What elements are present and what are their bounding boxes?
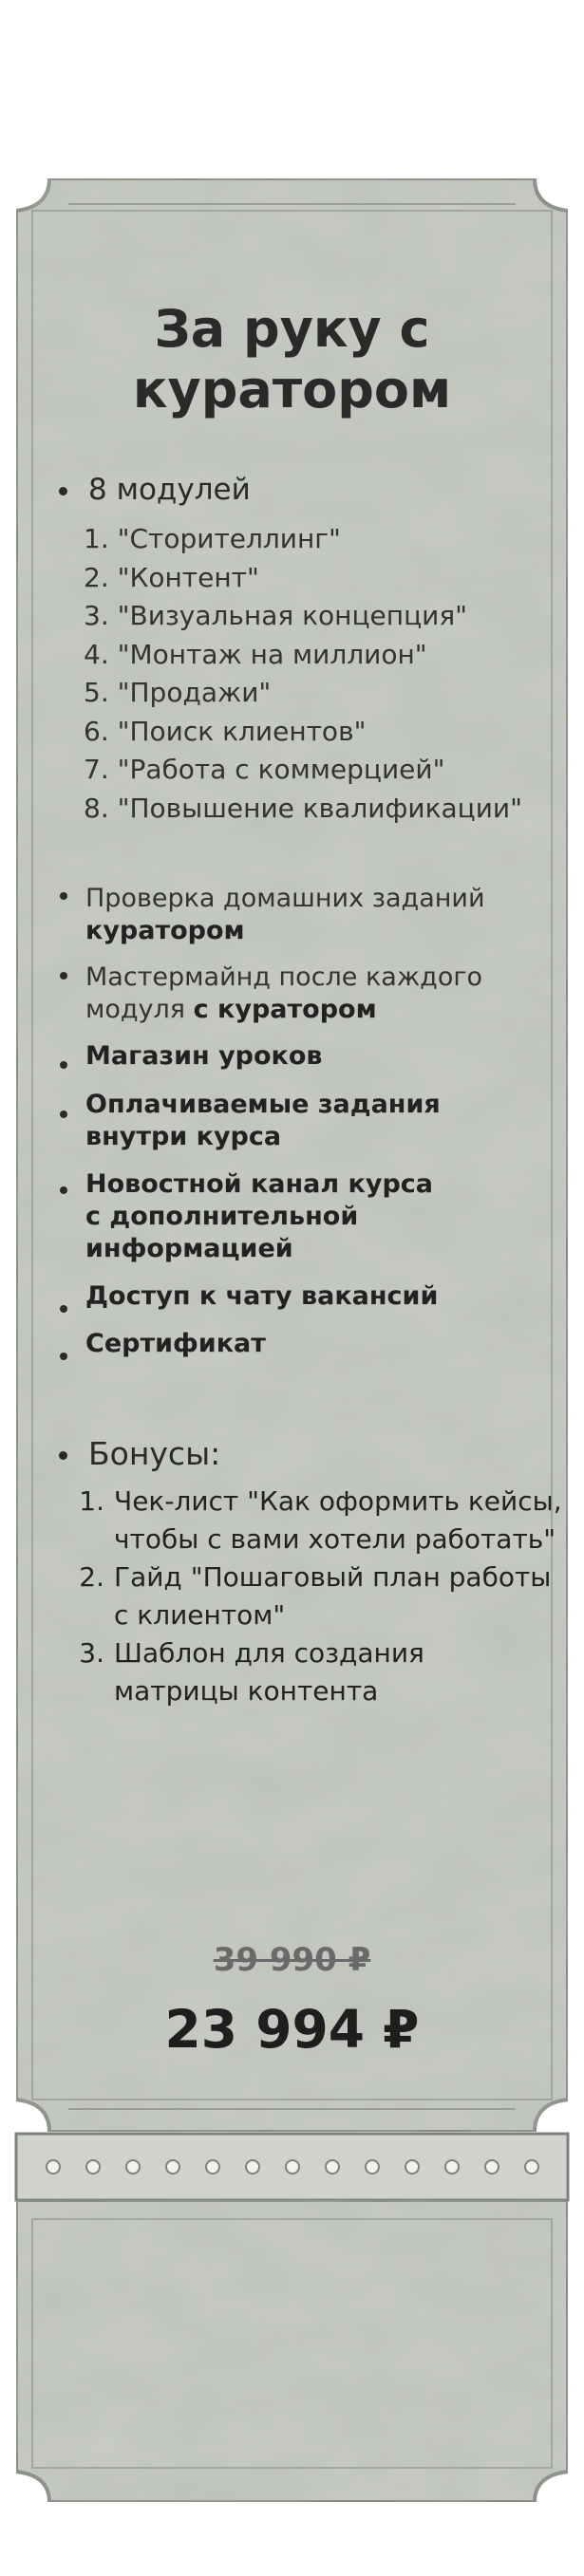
bullet-icon [60,1111,67,1118]
bullet-icon [60,972,67,980]
feature-paid-tasks-line1: Оплачиваемые задания [85,1090,441,1119]
bonus-text-line: с клиентом" [114,1599,286,1631]
bonus-number: 2. [79,1561,104,1593]
feature-paid-tasks-line2: внутри курса [85,1122,282,1151]
module-item: 6. "Поиск клиентов" [84,715,367,747]
bonuses-list [57,1483,570,1710]
feature-news-channel [85,1168,433,1265]
bonus-number: 1. [79,1485,104,1517]
feature-homework [85,883,485,947]
bonuses-heading: Бонусы: [88,1435,221,1472]
bullet-icon [60,1186,67,1194]
feature-mastermind-line1: Мастермайнд после каждого [85,962,483,992]
feature-homework-bold: куратором [85,916,245,945]
bonus-text-line: Гайд "Пошаговый план работы [114,1561,552,1593]
modules-list [84,520,522,828]
feature-paid-tasks [85,1089,441,1153]
bullet-icon [60,1353,67,1360]
feature-news-line3: информацией [85,1234,293,1263]
bullet-icon [59,487,67,495]
course-title [57,299,527,420]
feature-homework-text: Проверка домашних заданий [85,884,485,913]
bonus-text-line: чтобы с вами хотели работать" [114,1523,556,1555]
bullet-icon [60,892,67,900]
module-item: 5. "Продажи" [84,677,272,708]
feature-news-line2: с дополнительной [85,1202,359,1231]
feature-certificate: Сертификат [85,1329,266,1358]
bullet-icon [59,1451,67,1460]
feature-jobs-chat: Доступ к чату вакансий [85,1281,439,1311]
title-line-1: За руку с [154,299,430,359]
module-item: 3. "Визуальная концепция" [84,600,468,631]
new-price: 23 994 ₽ [164,1999,420,2060]
module-item: 2. "Контент" [84,561,259,593]
bonus-text [114,1634,570,1710]
old-price: 39 990 ₽ [213,1941,371,1979]
bonus-text [114,1483,570,1559]
modules-heading: 8 модулей [88,473,251,507]
bonus-text-line: матрицы контента [114,1675,379,1707]
bonus-item [57,1634,570,1710]
ticket-stub [16,2200,568,2502]
bonus-item [57,1559,570,1634]
bonus-item [57,1483,570,1559]
module-item: 8. "Повышение квалификации" [84,792,522,824]
bonus-number: 3. [79,1637,104,1669]
feature-news-line1: Новостной канал курса [85,1169,434,1199]
module-item: 4. "Монтаж на миллион" [84,638,427,670]
feature-mastermind-line2: модуля [85,995,186,1024]
bullet-icon [60,1305,67,1313]
feature-mastermind-bold: с куратором [193,995,377,1024]
module-item: 1. "Сторителлинг" [84,523,341,554]
feature-mastermind [85,961,482,1026]
bullet-icon [60,1061,67,1069]
title-line-2: куратором [132,360,452,420]
bonus-text [114,1559,570,1634]
feature-lessons-shop: Магазин уроков [85,1041,323,1071]
module-item: 7. "Работа с коммерцией" [84,754,445,785]
bonus-text-line: Шаблон для создания [114,1637,424,1669]
bonus-text-line: Чек-лист "Как оформить кейсы, [114,1485,562,1517]
